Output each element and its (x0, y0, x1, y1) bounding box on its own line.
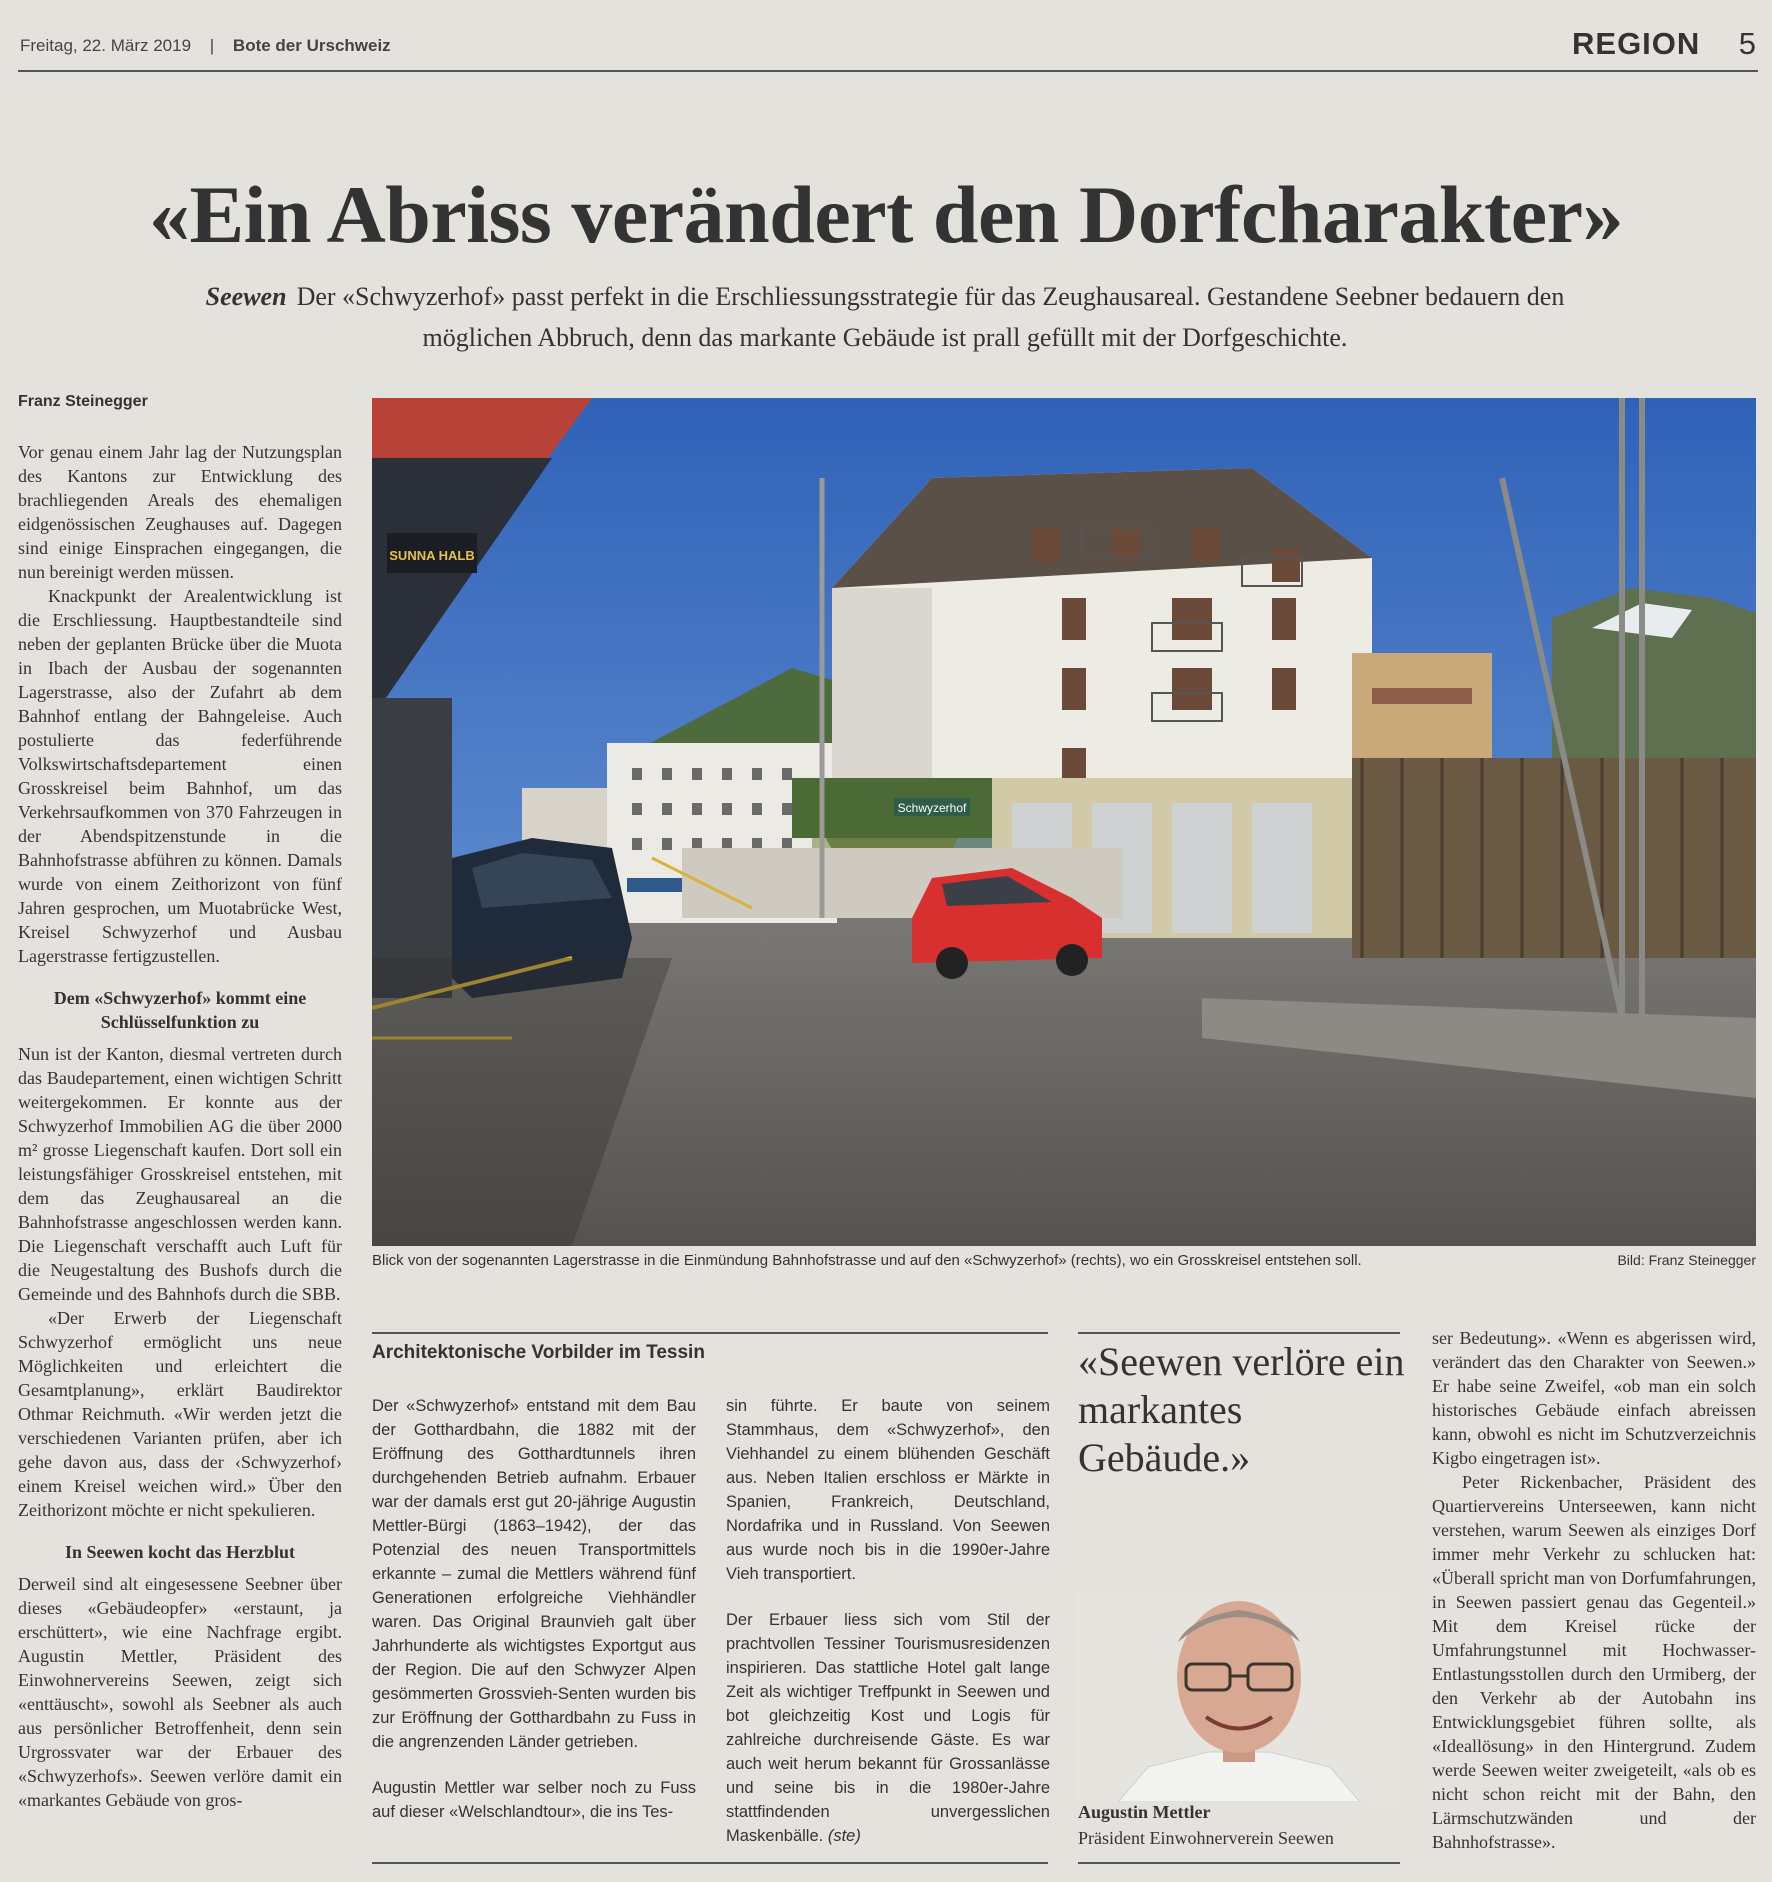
quote-bottom-rule (1078, 1862, 1400, 1864)
sidebar-title: Architektonische Vorbilder im Tessin (372, 1342, 705, 1363)
sidebar-paragraph: Augustin Mettler war selber noch zu Fuss auf dieser «Welschlandtour», die ins Tes- (372, 1779, 696, 1821)
hotel-sign-text: Schwyzerhof (897, 801, 967, 815)
street-photo-illustration (372, 398, 1756, 1246)
quote-person-role: Präsident Einwohnerverein Seewen (1078, 1828, 1334, 1848)
sidebar-column-2 (726, 1394, 1050, 1848)
masthead (18, 26, 1758, 72)
portrait-illustration (1078, 1592, 1400, 1802)
sidebar-paragraph (726, 1608, 1050, 1848)
masthead-right (1572, 26, 1756, 62)
article-right-column (1432, 1326, 1756, 1854)
author-byline: Franz Steinegger (18, 393, 148, 410)
sidebar-top-rule (372, 1332, 1048, 1334)
article-paragraph: Nun ist der Kanton, diesmal vertreten durch das Baudepartement, einen wichtigen Schritt weitergekommen. Er konnte aus der Schwyzerhof Immobilien AG die über 2000 m² grosse Liegenschaft kaufen. Dort soll ein leistungsfähiger Grosskreisel entstehen, mit dem das Zeughausareal an die Bahnhofstrasse angeschlossen werden kann. Die Liegenschaft verschafft auch Luft für die Neugestaltung des Bushofs durch die Gemeinde und des Bahnhofs durch die SBB. (18, 1044, 342, 1304)
newspaper-name: Bote der Urschweiz (232, 36, 391, 55)
article-paragraph: ser Bedeutung». «Wenn es abgerissen wird, verändert das den Charakter von Seewen.» Er habe seine Zweifel, «ob man ein solch historisches Gebäude einfach abreissen kann, obwohl es nicht im Schutzverzeichnis Kigbo eingetragen ist». (1432, 1328, 1756, 1468)
article-paragraph: «Der Erwerb der Liegenschaft Schwyzerhof ermöglicht uns neue Möglichkeiten und erleichtert die Gesamtplanung», erklärt Baudirektor Othmar Reichmuth. «Wir werden jetzt die verschiedenen Varianten prüfen, aber ich gehe davon aus, dass der ‹Schwyzerhof› einem Kreisel weichen wird.» Über den Zeithorizont möchte er nicht spekulieren. (18, 1308, 342, 1520)
sidebar-paragraph: Der «Schwyzerhof» entstand mit dem Bau der Gotthardbahn, die 1882 mit der Eröffnung des Gotthardtunnels ihren durchgehenden Betrieb aufnahm. Erbauer war der damals erst gut 20-jährige Augustin Mettler-Bürgi (1863–1942), der das Potenzial des neuen Transportmittels erkannte – zumal die Mettlers während fünf Generationen erfolgreiche Viehhändler waren. Das Original Braunvieh galt über Jahrhunderte als wichtigstes Exportgut aus der Region. Die auf den Schwyzer Alpen gesömmerten Grossvieh-Senten wurden bis zur Eröffnung der Gotthardbahn zu Fuss in die angrenzenden Länder getrieben. (372, 1397, 696, 1751)
photo-caption-text: Blick von der sogenannten Lagerstrasse in die Einmündung Bahnhofstrasse und auf den «Schwyzerhof» (rechts), wo ein Grosskreisel entstehen soll. (372, 1252, 1362, 1269)
portrait-photo (1078, 1592, 1400, 1802)
sidebar-paragraph: sin führte. Er baute von seinem Stammhaus, dem «Schwyzerhof», den Viehhandel zu einem blühenden Geschäft aus. Neben Italien erschloss er Märkte in Spanien, Frankreich, Deutschland, Nordafrika und in Russland. Von Seewen aus wurde noch bis in die 1990er-Jahre Vieh transportiert. (726, 1397, 1050, 1583)
lead-paragraph (150, 276, 1620, 358)
shop-sign-text: SUNNA HALB (389, 548, 475, 563)
pull-quote: «Seewen verlöre ein markantes Gebäude.» (1078, 1339, 1405, 1480)
sidebar-signature: (ste) (827, 1827, 861, 1845)
quote-top-rule (1078, 1332, 1400, 1334)
article-paragraph: Peter Rickenbacher, Präsident des Quartiervereins Unterseewen, kann nicht verstehen, warum Seewen als einziges Dorf immer mehr Verkehr zu schlucken hat: «Überall spricht man von Dorfumfahrungen, in Seewen passiert genau das Gegenteil.» Mit dem Kreisel rücke der Umfahrungstunnel mit Hochwasser-Entlastungsstollen durch den Urmiberg, der den Verkehr ab der Autobahn ins Entwicklungsgebiet führen sollte, als «Ideallösung» in den Hintergrund. Zudem werde Seewen weiter zweigeteilt, «als ob es nicht schon reicht mit der Bahn, den Lärmschutzwänden und der Bahnhofstrasse». (1432, 1472, 1756, 1852)
article-subhead: In Seewen kocht das Herzblut (64, 1542, 295, 1562)
page-number: 5 (1738, 26, 1756, 61)
issue-date: Freitag, 22. März 2019 (20, 36, 192, 55)
sidebar-bottom-rule (372, 1862, 1048, 1864)
photo-caption (372, 1252, 1756, 1269)
quote-person-name: Augustin Mettler (1078, 1802, 1211, 1822)
article-paragraph: Vor genau einem Jahr lag der Nutzungsplan des Kantons zur Entwicklung des brachliegenden Areals des ehemaligen eidgenössischen Zeughauses auf. Dagegen sind einige Einsprachen eingegangen, die nun bereinigt werden müssen. (18, 442, 342, 582)
article-left-column (18, 390, 342, 1812)
headline: «Ein Abriss verändert den Dorfcharakter» (148, 169, 1624, 260)
masthead-left (20, 36, 391, 56)
photo-credit: Bild: Franz Steinegger (1617, 1252, 1756, 1268)
masthead-separator: | (209, 36, 215, 55)
article-paragraph: Knackpunkt der Arealentwicklung ist die Erschliessung. Hauptbestandteile sind neben der geplanten Brücke über die Muota in Ibach der Ausbau der sogenannten Lagerstrasse, also der Zufahrt ab dem Bahnhof entlang der Bahngeleise. Auch postulierte das federführende Volkswirtschaftsdepartement einen Grosskreisel beim Bahnhof, um das Verkehrsaufkommen von 370 Fahrzeugen in der Abendspitzenstunde in die Bahnhofstrasse abführen zu können. Damals wurde von einem Zeithorizont von fünf Jahren gesprochen, um Muotabrücke West, Kreisel Schwyzerhof und Ausbau Lagerstrasse fertigzustellen. (18, 586, 342, 966)
sidebar-column-1 (372, 1394, 696, 1824)
article-paragraph: Derweil sind alt eingesessene Seebner über dieses «Gebäudeopfer» «erstaunt, ja erschüttert», wie eine Nachfrage ergibt. Augustin Mettler, Präsident des Einwohnervereins Seewen, zeigt sich «enttäuscht», sowohl als Seebner als auch aus persönlicher Betroffenheit, denn sein Urgrossvater war der Erbauer des «Schwyzerhofs». Seewen verlöre damit ein «markantes Gebäude von gros- (18, 1574, 342, 1810)
article-subhead: Dem «Schwyzerhof» kommt eine Schlüsselfunktion zu (53, 988, 307, 1032)
lead-text: Der «Schwyzerhof» passt perfekt in die Erschliessungsstrategie für das Zeughausareal. Gestandene Seebner bedauern den möglichen Abbruch, denn das markante Gebäude ist prall gefüllt mit der Dorfgeschichte. (296, 282, 1565, 352)
section-label: REGION (1572, 26, 1701, 61)
sidebar-paragraph-text: Der Erbauer liess sich vom Stil der prachtvollen Tessiner Tourismusresidenzen inspirieren. Das stattliche Hotel galt lange Zeit als wichtiger Treffpunkt in Seewen und bot gleichzeitig Kost und Logis für zahlreiche durchreisende Gäste. Es war auch weit herum bekannt für Grossanlässe und seine bis in die 1980er-Jahre stattfindenden unvergesslichen Maskenbälle. (726, 1611, 1050, 1845)
street-photo (372, 398, 1756, 1246)
lead-location: Seewen (205, 282, 287, 311)
